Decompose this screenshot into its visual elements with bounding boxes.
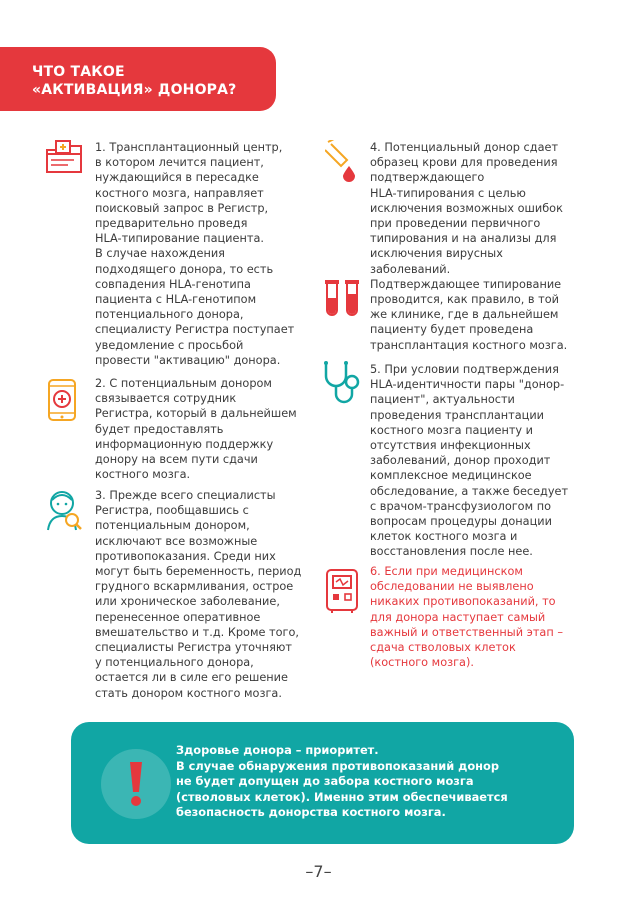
text-line: 1. Трансплантационный центр, bbox=[95, 141, 283, 154]
text-line: костного мозга, направляет bbox=[95, 186, 264, 200]
text-line: В случае обнаружения противопоказаний донор bbox=[176, 758, 500, 773]
blood-sample-drop-icon bbox=[325, 140, 359, 182]
step-4-text bbox=[370, 140, 567, 353]
text-line: исключения вирусных bbox=[370, 247, 503, 261]
note-text bbox=[176, 743, 566, 821]
text-line: 4. Потенциальный донор сдает bbox=[370, 141, 559, 154]
test-tubes-icon bbox=[322, 278, 362, 318]
priority-note-box bbox=[71, 722, 574, 844]
apheresis-machine-icon bbox=[323, 568, 361, 614]
text-line: типирования и на анализы для bbox=[370, 232, 557, 246]
text-line: костного мозга пациенту и bbox=[370, 423, 534, 437]
text-line: потенциального донора, bbox=[95, 308, 244, 322]
text-line: HLA-типирования с целью bbox=[370, 186, 526, 200]
text-line: исключения возможных ошибок bbox=[370, 201, 563, 215]
text-line: или хроническое заболевание, bbox=[95, 595, 280, 609]
text-line: клеток костного мозга и bbox=[370, 530, 518, 544]
text-line: будет предоставлять bbox=[95, 422, 224, 436]
text-line: HLA-типирование пациента. bbox=[95, 232, 264, 246]
text-line: подходящего донора, то есть bbox=[95, 262, 274, 276]
text-line: Регистра, который в дальнейшем bbox=[95, 407, 297, 421]
text-line: важный и ответственный этап – bbox=[370, 625, 563, 639]
text-line: подтверждающего bbox=[370, 171, 485, 185]
text-line: перенесенное оперативное bbox=[95, 610, 261, 624]
text-line: пациент", актуальности bbox=[370, 393, 515, 407]
text-line: стать донором костного мозга. bbox=[95, 686, 282, 700]
text-line: грудного вскармливания, острое bbox=[95, 580, 294, 594]
text-line: трансплантация костного мозга. bbox=[370, 338, 568, 352]
text-line: у потенциального донора, bbox=[95, 656, 254, 670]
text-line: заболеваний, донор проходит bbox=[370, 454, 551, 468]
section-title-line-1: ЧТО ТАКОЕ bbox=[32, 64, 125, 80]
text-line: провести "активацию" донора. bbox=[95, 353, 281, 367]
text-line: же клинике, где в дальнейшем bbox=[370, 308, 559, 322]
text-line: образец крови для проведения bbox=[370, 156, 558, 170]
text-line: 2. С потенциальным донором bbox=[95, 377, 272, 390]
doctor-consultation-icon bbox=[44, 488, 84, 532]
text-line: восстановления после нее. bbox=[370, 545, 533, 559]
text-line: никаких противопоказаний, то bbox=[370, 595, 556, 609]
text-line: с врачом-трансфузиологом по bbox=[370, 499, 552, 513]
text-line: проводится, как правило, в той bbox=[370, 293, 559, 307]
step-3-text bbox=[95, 488, 301, 701]
text-line: исключают все возможные bbox=[95, 534, 258, 548]
text-line: В случае нахождения bbox=[95, 247, 225, 261]
text-line: Подтверждающее типирование bbox=[370, 277, 562, 291]
text-line: потенциальным донором, bbox=[95, 519, 250, 533]
text-line: 5. При условии подтверждения bbox=[370, 363, 559, 376]
text-line: вмешательство и т.д. Кроме того, bbox=[95, 625, 299, 639]
text-line: для донора наступает самый bbox=[370, 610, 546, 624]
text-line: пациента с HLA-генотипом bbox=[95, 293, 257, 307]
note-heading: Здоровье донора – приоритет. bbox=[176, 743, 379, 757]
text-line: пациенту будет проведена bbox=[370, 323, 534, 337]
step-6-text bbox=[370, 564, 563, 670]
text-line: специалисту Регистра поступает bbox=[95, 323, 295, 337]
text-line: комплексное медицинское bbox=[370, 469, 532, 483]
text-line: сдача стволовых клеток bbox=[370, 641, 516, 655]
text-line: уведомление с просьбой bbox=[95, 338, 244, 352]
text-line: связывается сотрудник bbox=[95, 392, 237, 406]
text-line: Регистра, пообщавшись с bbox=[95, 504, 249, 518]
text-line: отсутствия инфекционных bbox=[370, 439, 531, 453]
stethoscope-icon bbox=[320, 360, 364, 408]
text-line: совпадения HLA-генотипа bbox=[95, 277, 251, 291]
text-line: обследование, а также беседует bbox=[370, 484, 569, 498]
text-line: нуждающийся в пересадке bbox=[95, 171, 259, 185]
text-line: обследовании не выявлено bbox=[370, 580, 534, 594]
text-line: не будет допущен до забора костного мозга bbox=[176, 774, 474, 788]
page-number: –7– bbox=[305, 862, 332, 881]
section-header bbox=[0, 47, 276, 111]
section-title-line-2: «АКТИВАЦИЯ» ДОНОРА? bbox=[32, 82, 237, 98]
step-5-text bbox=[370, 362, 568, 560]
text-line: специалисты Регистра уточняют bbox=[95, 641, 293, 655]
text-line: противопоказания. Среди них bbox=[95, 549, 276, 563]
text-line: 3. Прежде всего специалисты bbox=[95, 489, 276, 502]
text-line: проведения трансплантации bbox=[370, 408, 545, 422]
step-1-text bbox=[95, 140, 294, 368]
text-line: предварительно проведя bbox=[95, 217, 248, 231]
text-line: костного мозга. bbox=[95, 468, 191, 482]
text-line: информационную поддержку bbox=[95, 437, 274, 451]
text-line: могут быть беременность, период bbox=[95, 565, 302, 579]
text-line: вопросам процедуры донации bbox=[370, 515, 552, 529]
phone-app-icon bbox=[45, 378, 79, 422]
exclamation-icon bbox=[124, 760, 148, 812]
text-line: в котором лечится пациент, bbox=[95, 156, 264, 170]
text-line: остается ли в силе его решение bbox=[95, 671, 288, 685]
text-line: донору на всем пути сдачи bbox=[95, 453, 258, 467]
text-line: поисковый запрос в Регистр, bbox=[95, 201, 269, 215]
text-line: (костного мозга). bbox=[370, 656, 474, 670]
text-line: при проведении первичного bbox=[370, 217, 541, 231]
text-line: 6. Если при медицинском bbox=[370, 565, 523, 578]
text-line: HLA-идентичности пары "донор- bbox=[370, 378, 565, 392]
text-line: заболеваний. bbox=[370, 262, 451, 276]
text-line: (стволовых клеток). Именно этим обеспечивается bbox=[176, 789, 508, 804]
hospital-folder-icon bbox=[44, 140, 84, 176]
step-2-text bbox=[95, 376, 297, 482]
text-line: безопасность донорства костного мозга. bbox=[176, 805, 446, 819]
